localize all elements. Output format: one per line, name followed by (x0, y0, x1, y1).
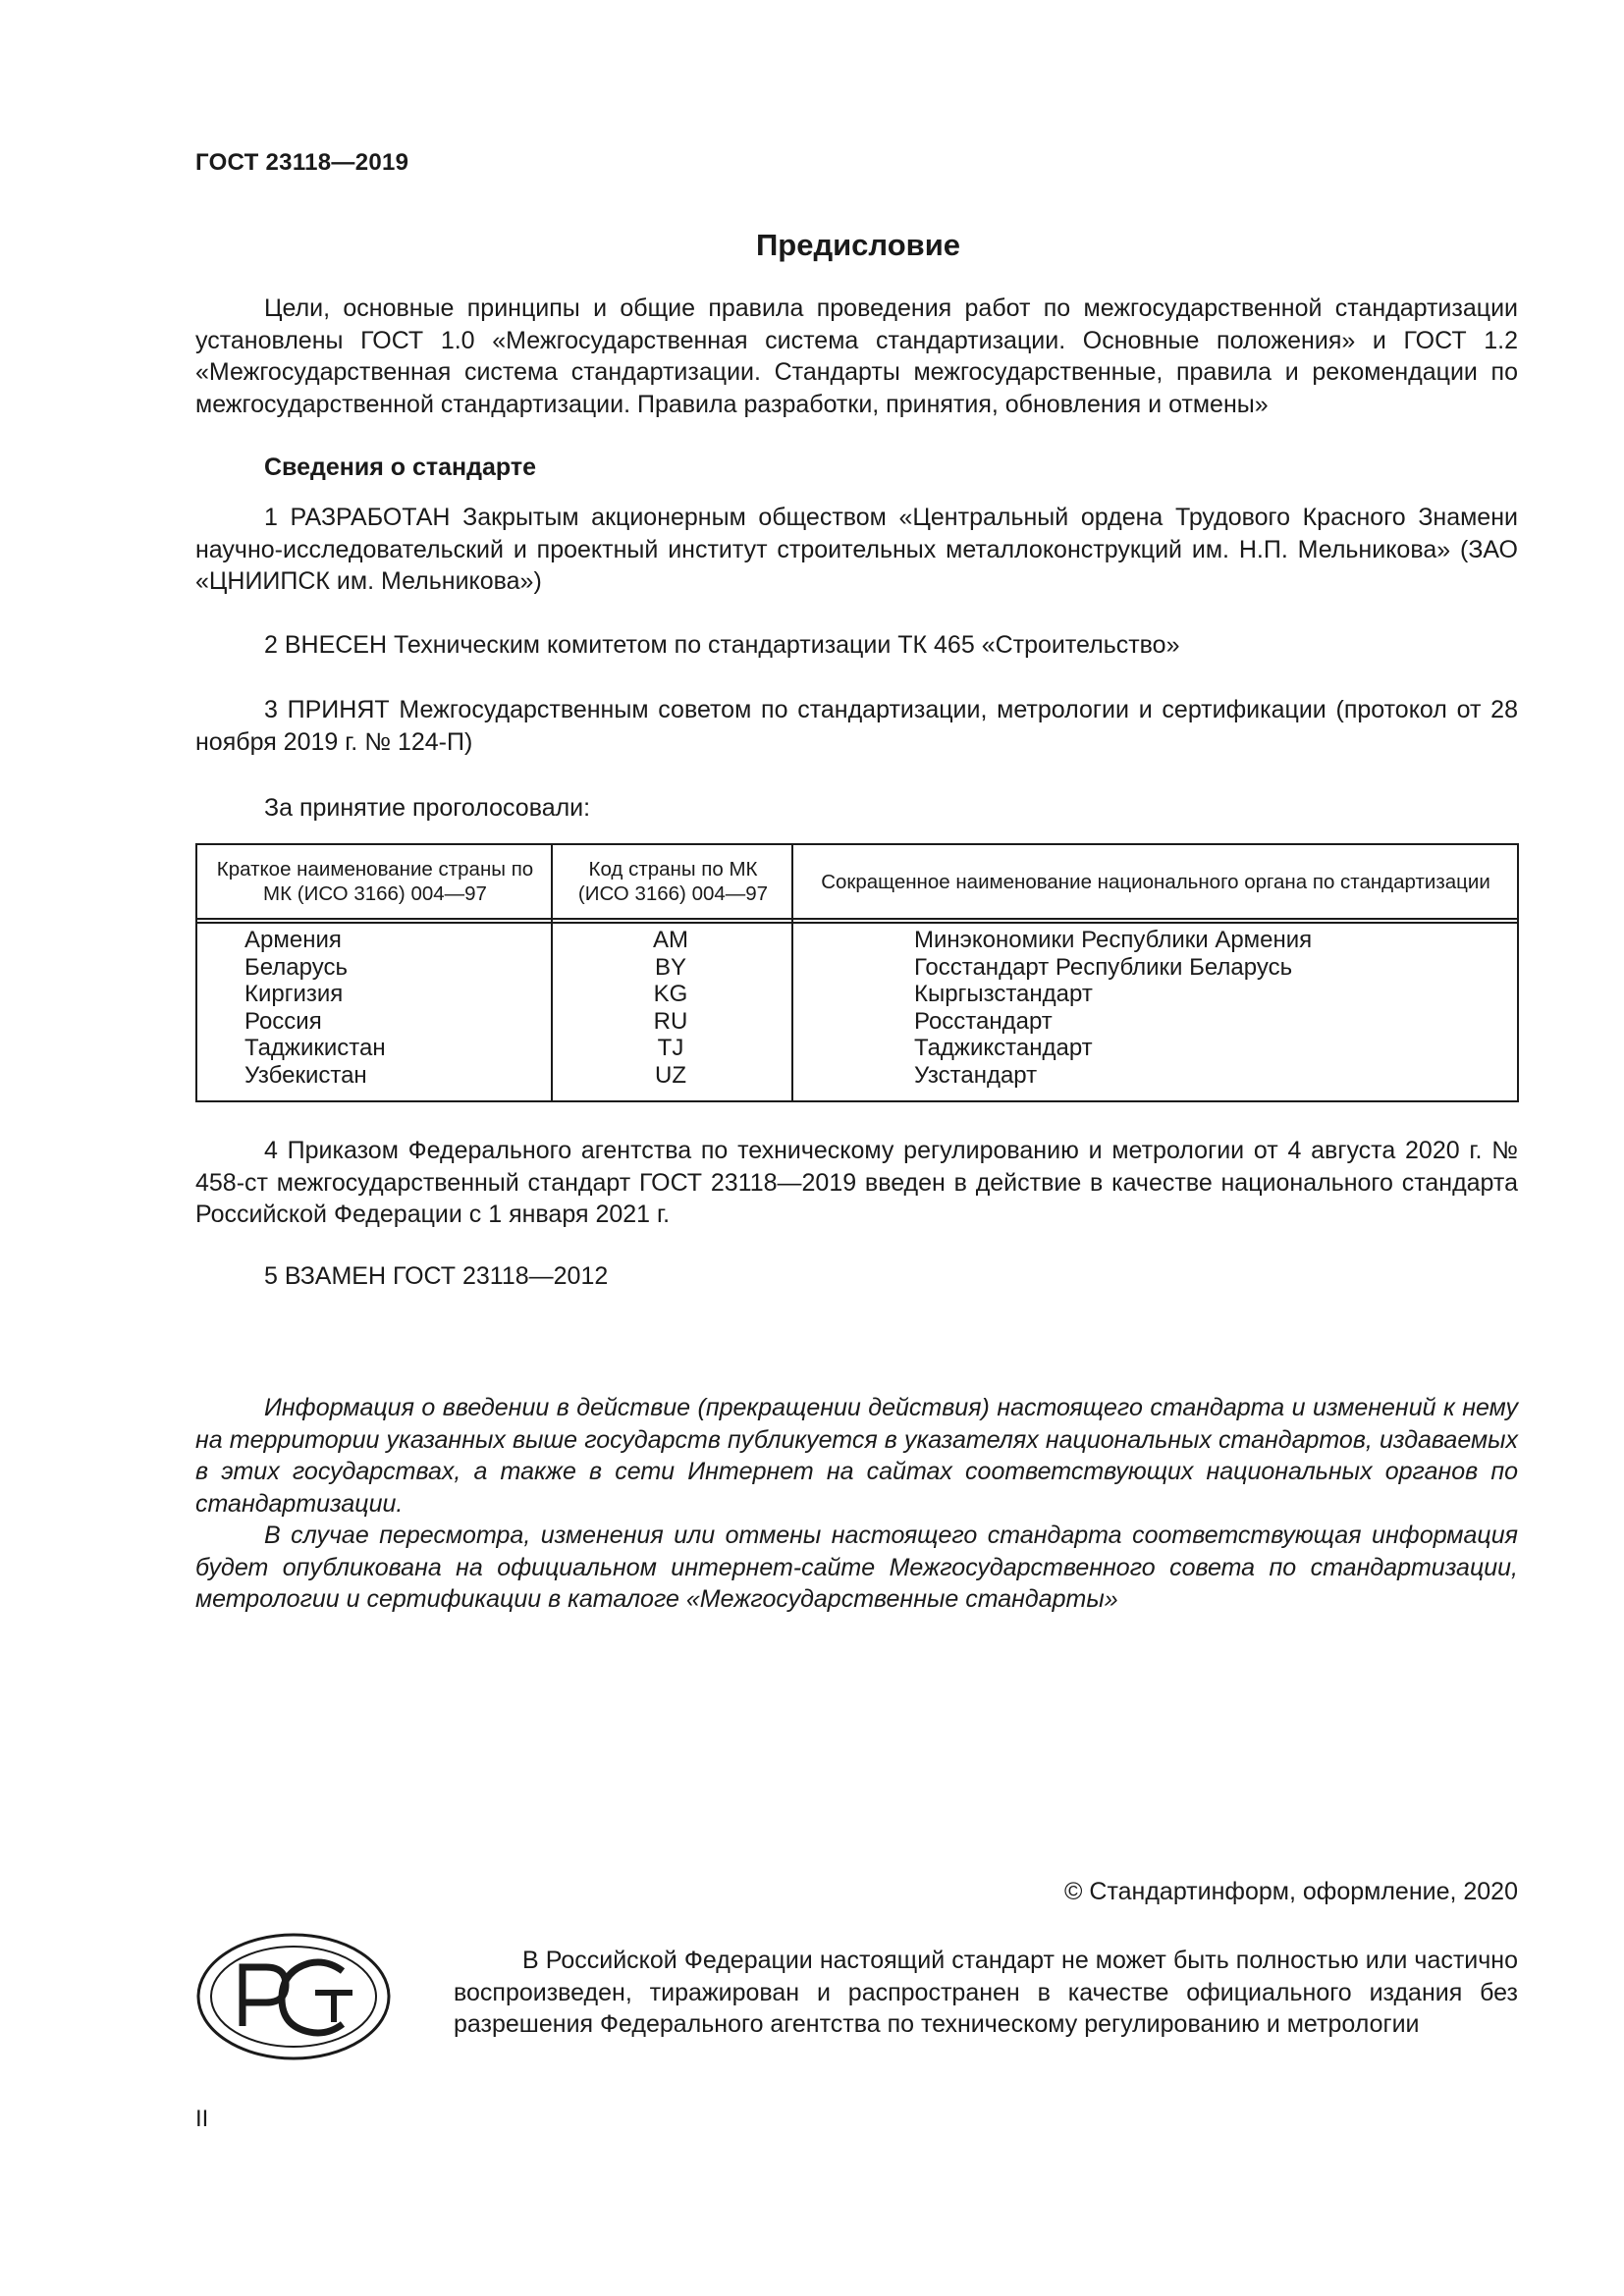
rights-notice: В Российской Федерации настоящий стандарт не может быть полностью или частично воспроизведен, тиражирован и распространен в качестве официального издания без разрешения Федерального агентства по техническому регулированию и метрологии (454, 1947, 1518, 2038)
table-header (197, 845, 1517, 920)
country-name: Таджикистан (244, 1035, 386, 1061)
rst-logo-icon (195, 1932, 392, 2061)
info-italic-paragraph-1: Информация о введении в действие (прекращении действия) настоящего стандарта и изменений к нему на территории указанных выше государств публикуется в указателях национальных стандартов, издаваемых в этих государствах, а также в сети Интернет на сайтах соответствующих национальных органов по стандартизации. (195, 1394, 1518, 1518)
info-italic-paragraph-2: В случае пересмотра, изменения или отмены настоящего стандарта соответствующая информация будет опубликована на официальном интернет-сайте Межгосударственного совета по стандартизации, метрологии и сертификации в каталоге «Межгосударственные стандарты» (195, 1522, 1518, 1613)
country-code: TJ (657, 1035, 684, 1061)
table-row (197, 1008, 1517, 1036)
intro-paragraph: Цели, основные принципы и общие правила проведения работ по межгосударственной стандартизации установлены ГОСТ 1.0 «Межгосударственная система стандартизации. Основные положения» и ГОСТ 1.2 «Межгосударственная система стандартизации. Стандарты межгосударственные, правила и рекомендации по межгосударственной стандартизации. Правила разработки, принятия, обновления и отмены» (195, 294, 1518, 418)
standards-body: Кыргызстандарт (914, 981, 1093, 1007)
standards-body: Росстандарт (914, 1007, 1053, 1035)
copyright-notice: © Стандартинформ, оформление, 2020 (1064, 1878, 1518, 1905)
header-double-rule (197, 922, 1517, 924)
country-name: Россия (244, 1007, 322, 1035)
info-heading: Сведения о стандарте (264, 454, 537, 481)
item-4-enacted-by: 4 Приказом Федерального агентства по техническому регулированию и метрологии от 4 августа 2020 г. № 458-ст межгосударственный стандарт ГОСТ 23118—2019 введен в действие в качестве национального стандарта Российской Федерации с 1 января 2021 г. (195, 1137, 1518, 1228)
table-row (197, 1035, 1517, 1062)
country-code: BY (654, 953, 686, 981)
page-title: Предисловие (755, 228, 960, 262)
voting-countries-table (195, 843, 1519, 1102)
country-name: Киргизия (244, 981, 344, 1007)
table-row (197, 1062, 1517, 1090)
standards-body: Узстандарт (914, 1061, 1038, 1089)
document-code: ГОСТ 23118—2019 (195, 149, 409, 176)
country-name: Армения (244, 927, 342, 953)
table-row (197, 954, 1517, 982)
table-row (197, 927, 1517, 954)
country-code: UZ (655, 1061, 686, 1089)
page-number: II (195, 2106, 209, 2132)
item-1-developed-by: 1 РАЗРАБОТАН Закрытым акционерным обществом «Центральный ордена Трудового Красного Знамени научно-исследовательский и проектный институт строительных металлоконструкций им. Н.П. Мельникова» (ЗАО «ЦНИИПСК им. Мельникова») (195, 504, 1518, 595)
column-header-country: Краткое наименование страны по МК (ИСО 3166) 004—97 (216, 858, 534, 905)
column-header-body: Сокращенное наименование национального органа по стандартизации (821, 870, 1490, 893)
voted-label: За принятие проголосовали: (264, 794, 591, 822)
country-code: KG (653, 981, 688, 1007)
country-code: AM (653, 927, 688, 953)
column-header-code: Код страны по МК (ИСО 3166) 004—97 (577, 858, 769, 905)
country-name: Беларусь (244, 953, 348, 981)
standards-body: Минэкономики Республики Армения (914, 927, 1313, 953)
standards-body: Таджикстандарт (914, 1035, 1093, 1061)
standards-body: Госстандарт Республики Беларусь (914, 953, 1293, 981)
item-5-replaces: 5 ВЗАМЕН ГОСТ 23118—2012 (264, 1262, 609, 1290)
table-row (197, 981, 1517, 1008)
country-name: Узбекистан (244, 1061, 367, 1089)
item-2-submitted-by: 2 ВНЕСЕН Техническим комитетом по стандартизации ТК 465 «Строительство» (264, 631, 1180, 659)
item-3-adopted-by: 3 ПРИНЯТ Межгосударственным советом по стандартизации, метрологии и сертификации (протокол от 28 ноября 2019 г. № 124-П) (195, 696, 1518, 756)
table-body (197, 927, 1517, 1100)
country-code: RU (653, 1007, 688, 1035)
